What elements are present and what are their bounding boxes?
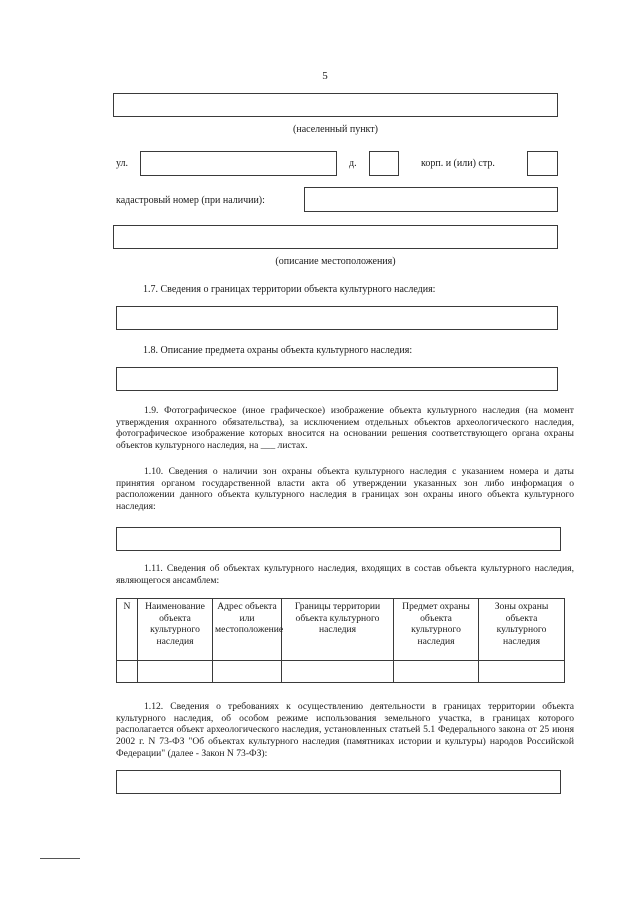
cadastral-field[interactable] xyxy=(304,187,558,212)
section-1-10-field[interactable] xyxy=(116,527,561,551)
footnote-separator xyxy=(40,858,80,859)
section-1-8-field[interactable] xyxy=(116,367,558,391)
street-field[interactable] xyxy=(140,151,337,176)
house-label: д. xyxy=(349,158,357,169)
table-header-cell: N xyxy=(117,599,138,661)
page-number: 5 xyxy=(322,70,328,82)
building-field[interactable] xyxy=(527,151,558,176)
table-header-cell: Предмет охраны объекта культурного наследия xyxy=(394,599,479,661)
table-cell[interactable] xyxy=(213,661,282,683)
table-cell[interactable] xyxy=(138,661,213,683)
table-row xyxy=(117,661,565,683)
section-1-11-paragraph: 1.11. Сведения об объектах культурного наследия, входящих в состав объекта культурного наследия, являющегося ансамблем: xyxy=(116,563,574,586)
table-cell[interactable] xyxy=(479,661,565,683)
location-caption: (описание местоположения) xyxy=(275,256,396,267)
section-1-7-field[interactable] xyxy=(116,306,558,330)
table-cell[interactable] xyxy=(117,661,138,683)
settlement-caption: (населенный пункт) xyxy=(293,124,378,135)
building-label: корп. и (или) стр. xyxy=(421,158,495,169)
section-1-9-paragraph: 1.9. Фотографическое (иное графическое) изображение объекта культурного наследия (на момент утверждения охранного обязательства), за исключением отдельных объектов археологического наследия, фотографическое изображение которых вносится на основании решения соответствующего органа охраны объектов культурного наследия, на ___ листах. xyxy=(116,405,574,452)
settlement-field[interactable] xyxy=(113,93,558,117)
table-cell[interactable] xyxy=(394,661,479,683)
table-header-cell: Зоны охраны объекта культурного наследия xyxy=(479,599,565,661)
cadastral-label: кадастровый номер (при наличии): xyxy=(116,195,265,206)
table-header-row xyxy=(117,599,565,661)
section-1-7-heading: 1.7. Сведения о границах территории объекта культурного наследия: xyxy=(143,284,436,295)
section-1-12-field[interactable] xyxy=(116,770,561,794)
house-field[interactable] xyxy=(369,151,399,176)
street-label: ул. xyxy=(116,158,129,169)
table-header-cell: Границы территории объекта культурного наследия xyxy=(282,599,394,661)
table-header-cell: Адрес объекта или местоположение xyxy=(213,599,282,661)
section-1-8-heading: 1.8. Описание предмета охраны объекта культурного наследия: xyxy=(143,345,413,356)
section-1-12-paragraph: 1.12. Сведения о требованиях к осуществлению деятельности в границах территории объекта культурного наследия, об особом режиме использования земельного участка, в границах которого располагается объект археологического наследия, установленных статьей 5.1 Федерального закона от 25 июня 2002 г. N 73-ФЗ "Об объектах культурного наследия (памятниках истории и культуры) народов Российской Федерации" (далее - Закон N 73-ФЗ): xyxy=(116,701,574,759)
table-cell[interactable] xyxy=(282,661,394,683)
section-1-10-paragraph: 1.10. Сведения о наличии зон охраны объекта культурного наследия с указанием номера и даты принятия органом государственной власти акта об утверждении указанных зон либо информация о расположении данного объекта культурного наследия в границах зон охраны иного объекта культурного наследия: xyxy=(116,466,574,513)
ensemble-objects-table xyxy=(116,598,565,683)
table-header-cell: Наименование объекта культурного наследия xyxy=(138,599,213,661)
location-field[interactable] xyxy=(113,225,558,249)
